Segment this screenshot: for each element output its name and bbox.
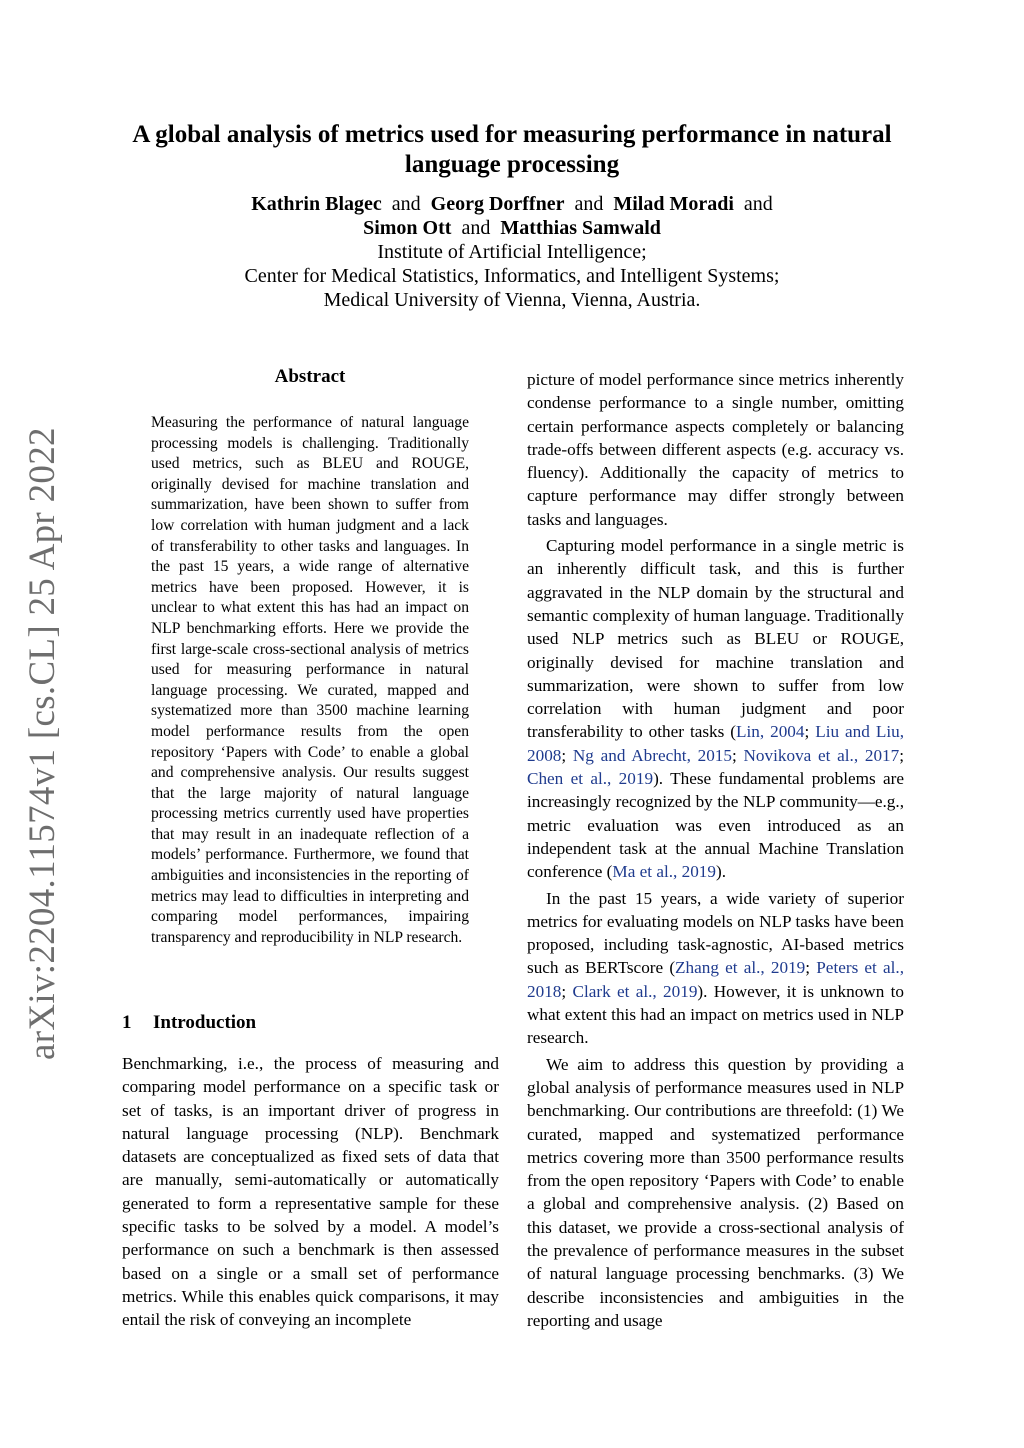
author-name: Matthias Samwald xyxy=(500,217,661,239)
introduction-paragraph: Benchmarking, i.e., the process of measuring and comparing model performance on a specific task or set of tasks, is an important driver of progress in natural language processing (NLP). Benchmark datasets are conceptualized as fixed sets of data that are manually, semi-automatically or automatically generated to form a representative sample for these specific tasks to be solved by a model. A model’s performance on such a benchmark is then assessed based on a single or a small set of performance metrics. While this enables quick comparisons, it may entail the risk of conveying an incomplete xyxy=(122,1054,499,1330)
author-name: Milad Moradi xyxy=(613,193,734,215)
citation-link[interactable]: Ng and Abrecht, 2015 xyxy=(572,745,732,765)
paragraph: In the past 15 years, a wide variety of superior metrics for evaluating models on NLP tasks have been proposed, including task-agnostic, AI-based metrics such as BERTscore (Zhang et al., 2019; Peters et al., 2018; Clark et al., 2019). However, it is unknown to what extent this had an impact on metrics used in NLP research. xyxy=(527,888,905,1048)
paragraph: Capturing model performance in a single metric is an inherently difficult task, and this is further aggravated in the NLP domain by the structural and semantic complexity of human language. Traditionally used NLP metrics such as BLEU or ROUGE, originally devised for machine translation and summarization, were shown to suffer from low correlation with human judgment and poor transferability to other tasks (Lin, 2004; Liu and Liu, 2008; Ng and Abrecht, 2015; Novikova et al., 2017; Chen et al., 2019). These fundamental problems are increasingly recognized by the NLP community—e.g., metric evaluation was even introduced as an independent task at the annual Machine Translation conference (Ma et al., 2019). xyxy=(527,536,905,882)
arxiv-identifier-stamp: arXiv:2204.11574v1 [cs.CL] 25 Apr 2022 xyxy=(22,427,63,1060)
affiliation-line: Center for Medical Statistics, Informatics, and Intelligent Systems; xyxy=(244,265,780,287)
author-name: Kathrin Blagec xyxy=(251,193,382,215)
section-number: 1 xyxy=(122,1012,132,1033)
author-separator: and xyxy=(743,193,773,215)
paper-title: A global analysis of metrics used for measuring performance in natural language processing xyxy=(132,121,892,178)
author-name: Georg Dorffner xyxy=(430,193,565,215)
abstract-heading: Abstract xyxy=(274,366,346,387)
author-separator: and xyxy=(574,193,604,215)
section-title: Introduction xyxy=(153,1012,257,1033)
affiliation-line: Medical University of Vienna, Vienna, Austria. xyxy=(323,289,701,311)
author-separator: and xyxy=(461,217,491,239)
citation-link[interactable]: Novikova et al., 2017 xyxy=(743,745,900,765)
citation-link[interactable]: Lin, 2004 xyxy=(736,722,805,742)
citation-link[interactable]: Clark et al., 2019 xyxy=(572,981,698,1001)
paragraph: picture of model performance since metrics inherently condense performance to a single number, omitting certain performance aspects completely or balancing trade-offs between different aspects (e.g. accuracy vs. fluency). Additionally the capacity of metrics to capture performance may differ strongly between tasks and languages. xyxy=(527,370,904,529)
citation-link[interactable]: Ma et al., 2019 xyxy=(612,862,716,882)
author-block xyxy=(120,192,904,312)
affiliation-line: Institute of Artificial Intelligence; xyxy=(377,241,647,263)
citation-link[interactable]: Chen et al., 2019 xyxy=(527,769,654,789)
citation-link[interactable]: Zhang et al., 2019 xyxy=(675,958,806,978)
abstract-text: Measuring the performance of natural language processing models is challenging. Traditionally used metrics, such as BLEU and ROUGE, originally devised for machine translation and summarization, have been shown to suffer from low correlation with human judgment and a lack of transferability to other tasks and languages. In the past 15 years, a wide range of alternative metrics have been proposed. However, it is unclear to what extent this has had an impact on NLP benchmarking efforts. Here we provide the first large-scale cross-sectional analysis of metrics used for measuring performance in natural language processing. We curated, mapped and systematized more than 3500 machine learning model performance results from the open repository ‘Papers with Code’ to enable a global and comprehensive analysis. Our results suggest that the large majority of natural language processing metrics currently used have properties that may result in an inadequate reflection of a models’ performance. Furthermore, we found that ambiguities and inconsistencies in the reporting of metrics may lead to difficulties in interpreting and comparing model performances, impairing transparency and reproducibility in NLP research. xyxy=(151,414,469,946)
author-name: Simon Ott xyxy=(363,217,452,239)
author-separator: and xyxy=(391,193,421,215)
citation-link[interactable]: Liu and Liu, 2008 xyxy=(527,722,904,765)
right-column xyxy=(527,368,904,1335)
section-heading-introduction xyxy=(122,1012,256,1034)
citation-link[interactable]: Peters et al., 2018 xyxy=(527,958,905,1001)
paragraph: We aim to address this question by providing a global analysis of performance measures used in NLP benchmarking. Our contributions are threefold: (1) We curated, mapped and systematized performance metrics covering more than 3500 performance results from the open repository ‘Papers with Code’ to enable a global and comprehensive analysis. (2) Based on this dataset, we provide a cross-sectional analysis of the prevalence of performance measures in the subset of natural language processing benchmarks. (3) We describe inconsistencies and ambiguities in the reporting and usage xyxy=(527,1054,904,1330)
